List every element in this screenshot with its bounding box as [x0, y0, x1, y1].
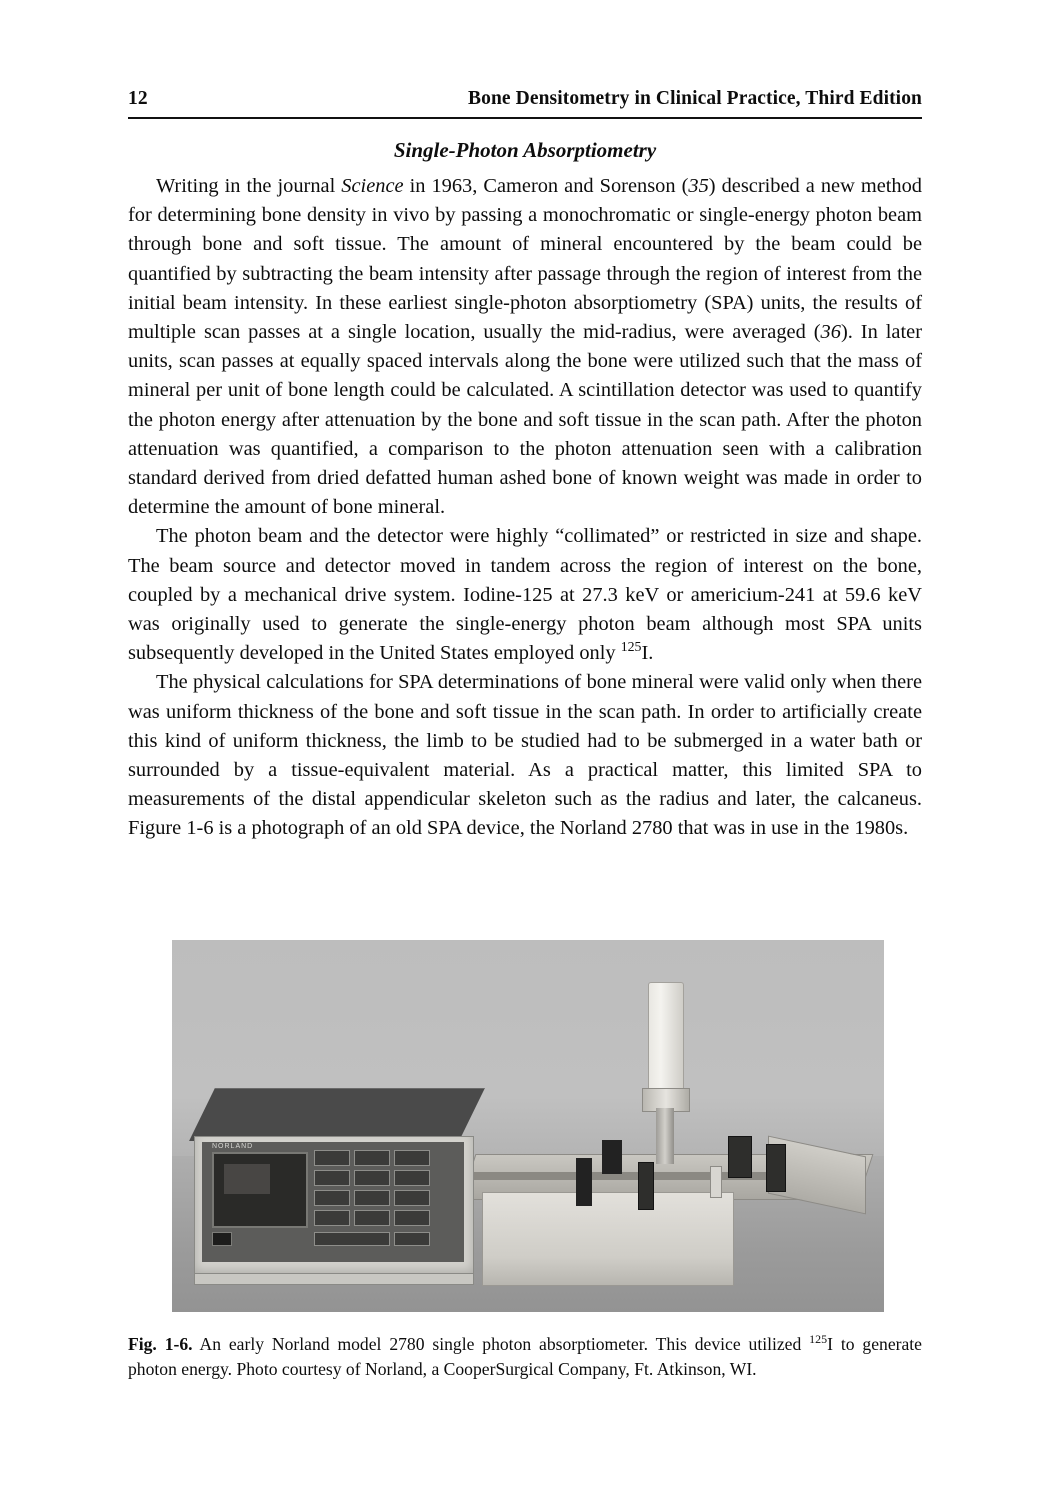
- keypad-key: [314, 1190, 350, 1206]
- p1-journal-name: Science: [341, 175, 404, 197]
- section-title: Single-Photon Absorptiometry: [393, 138, 657, 162]
- keypad-wide-key: [314, 1232, 390, 1246]
- paragraph-3: The physical calculations for SPA determinations of bone mineral were valid only when there was uniform thickness of the bone and soft tissue in the scan path. In order to artificially create this kind of uniform thickness, the limb to be studied had to be submerged in a water bath or surrounded by a tissue-equivalent material. As a practical matter, this limited SPA to measurements of the distal appendicular skeleton such as the radius and later, the calcaneus. Figure 1-6 is a photograph of an old SPA device, the Norland 2780 that was in use in the 1980s.: [128, 671, 922, 840]
- header-rule: [128, 117, 922, 119]
- keypad-key: [354, 1210, 390, 1226]
- keypad-key: [314, 1150, 350, 1166]
- body-text: [128, 172, 922, 844]
- console-top-panel: [189, 1088, 485, 1141]
- console-brand-label: NORLAND: [212, 1143, 254, 1150]
- tube-stem: [656, 1108, 674, 1164]
- p2-isotope-superscript: 125: [620, 640, 642, 656]
- scanner-water-bath-base: [482, 1192, 734, 1286]
- running-head: [128, 88, 922, 110]
- keypad-key: [394, 1232, 430, 1246]
- p2-part-a: The photon beam and the detector were highly “collimated” or restricted in size and shape. The beam source and detector moved in tandem across the region of interest on the bone, coupled by a mechanical drive system. Iodine-125 at 27.3 keV or americium-241 at 59.6 keV was originally used to generate the single-energy photon beam although most SPA units subsequently developed in the United States employed only: [128, 525, 922, 665]
- photon-source-tube: [648, 982, 684, 1096]
- p1-part-b: in 1963, Cameron and Sorenson (: [403, 175, 689, 197]
- p1-part-a: Writing in the journal: [156, 175, 342, 197]
- scanner-black-post-left: [602, 1140, 622, 1174]
- keypad-key: [314, 1210, 350, 1226]
- scanner-black-post-left-2: [576, 1158, 592, 1206]
- figure-1-6-photograph: [172, 940, 884, 1312]
- caption-text-a: An early Norland model 2780 single photon absorptiometer. This device utilized: [192, 1334, 810, 1354]
- console-crt-display: [212, 1152, 308, 1228]
- caption-isotope-superscript: 125: [809, 1332, 828, 1347]
- caption-text-b: I to generate photon energy. Photo courtesy of Norland, a CooperSurgical Company, Ft. Atkinson, WI.: [128, 1334, 922, 1379]
- limb-clamp-right: [728, 1136, 752, 1178]
- page-number: 12: [128, 88, 148, 109]
- keypad-key: [394, 1190, 430, 1206]
- limb-clamp-right-2: [766, 1144, 786, 1192]
- figure-caption: [128, 1332, 922, 1382]
- keypad-key: [314, 1170, 350, 1186]
- display-glow: [224, 1164, 270, 1194]
- positioning-knob: [710, 1166, 722, 1198]
- keypad-key: [354, 1150, 390, 1166]
- keypad-key: [394, 1150, 430, 1166]
- keypad-key: [354, 1170, 390, 1186]
- keypad-key: [354, 1190, 390, 1206]
- keypad-key: [394, 1170, 430, 1186]
- p1-reference-35: 35: [688, 175, 709, 197]
- paragraph-1: [128, 172, 922, 522]
- console-base-plinth: [194, 1273, 474, 1285]
- caption-figure-label: Fig. 1-6.: [128, 1334, 193, 1354]
- console-keypad: [314, 1148, 454, 1258]
- p1-part-d: ). In later units, scan passes at equally spaced intervals along the bone were utilized such that the mass of mineral per unit of bone length could be calculated. A scintillation detector was used to quantify the photon energy after attenuation by the bone and soft tissue in the scan path. After the photon attenuation was quantified, a comparison to the photon attenuation seen with a calibration standard derived from dried defatted human ashed bone of known weight was made in order to determine the amount of bone mineral.: [128, 321, 922, 519]
- keypad-key: [394, 1210, 430, 1226]
- paragraph-2: [128, 522, 922, 668]
- limb-clamp-center: [638, 1162, 654, 1210]
- console-power-switch: [212, 1232, 232, 1246]
- p2-part-b: I.: [641, 642, 654, 665]
- p1-part-c: ) described a new method for determining bone density in vivo by passing a monochromatic or single-energy photon beam through bone and soft tissue. The amount of mineral encountered by the beam could be quantified by subtracting the beam intensity after passage through the region of interest from the initial beam intensity. In these earliest single-photon absorptiometry (SPA) units, the results of multiple scan passes at a single location, usually the mid-radius, were averaged (: [128, 175, 923, 344]
- p1-reference-36: 36: [820, 321, 841, 344]
- running-head-title: Bone Densitometry in Clinical Practice, Third Edition: [468, 88, 922, 109]
